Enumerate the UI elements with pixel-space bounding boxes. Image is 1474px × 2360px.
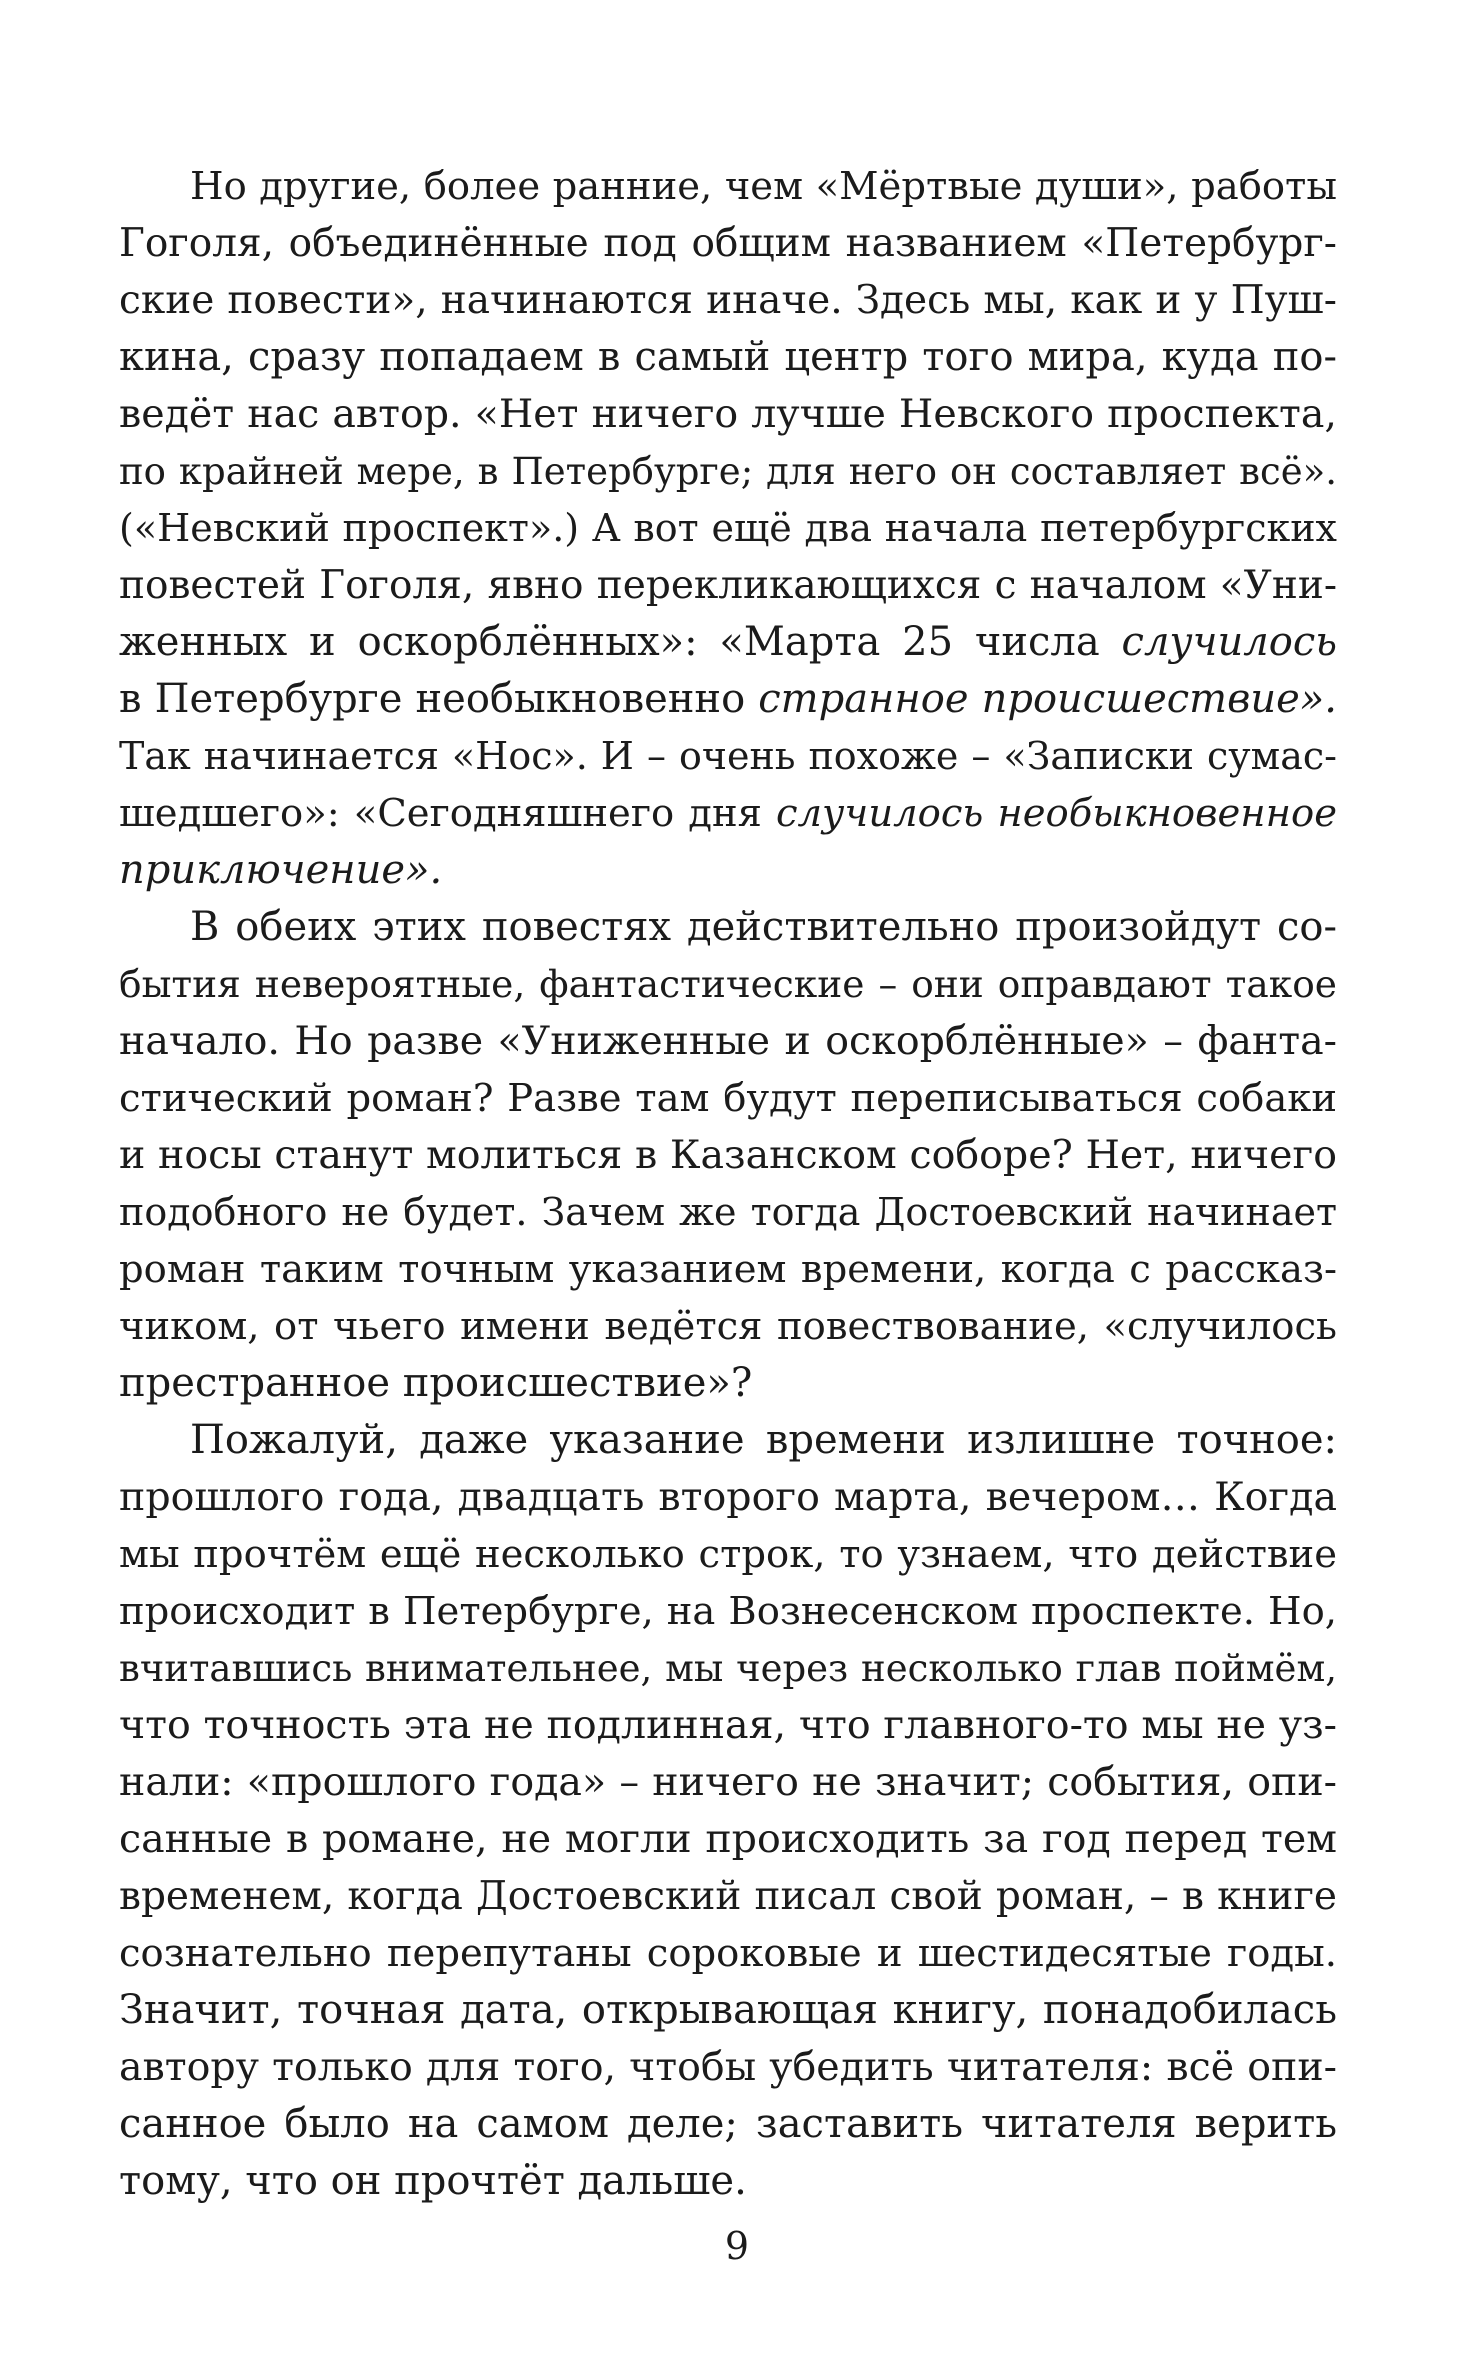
text-line xyxy=(119,2153,1337,2210)
text-segment: роман таким точным указанием времени, когда с рассказ- xyxy=(119,1247,1337,1292)
text-line xyxy=(119,842,1337,899)
italic-text: странное происшествие». xyxy=(758,676,1337,722)
text-segment: вчитавшись внимательнее, мы через несколько глав поймём, xyxy=(119,1647,1337,1690)
text-segment: стический роман? Разве там будут переписываться собаки xyxy=(119,1076,1337,1121)
text-segment: женных и оскорблённых»: «Марта 25 числа xyxy=(119,619,1122,665)
text-line xyxy=(119,1013,1337,1070)
text-segment: что точность эта не подлинная, что главного-то мы не уз- xyxy=(119,1702,1337,1748)
text-line xyxy=(119,2096,1337,2153)
text-line xyxy=(119,386,1337,443)
text-line xyxy=(119,557,1337,614)
italic-text: приключение». xyxy=(119,847,443,893)
text-line xyxy=(119,1355,1337,1412)
text-line xyxy=(119,1754,1337,1811)
text-line xyxy=(119,1241,1337,1298)
text-line xyxy=(119,899,1337,956)
text-segment: тому, что он прочтёт дальше. xyxy=(119,2158,747,2204)
text-line xyxy=(119,728,1337,785)
text-segment: ские повести», начинаются иначе. Здесь мы, как и у Пуш- xyxy=(119,278,1337,323)
text-line xyxy=(119,1697,1337,1754)
text-segment: санные в романе, не могли происходить за год перед тем xyxy=(119,1816,1337,1862)
text-segment: бытия невероятные, фантастические – они оправдают такое xyxy=(119,962,1337,1006)
italic-text: случилось xyxy=(1121,619,1337,665)
page-number: 9 xyxy=(724,2224,750,2268)
text-segment: повестей Гоголя, явно перекликающихся с началом «Уни- xyxy=(119,563,1337,608)
text-segment: («Невский проспект».) А вот ещё два начала петербургских xyxy=(119,506,1337,550)
text-line xyxy=(119,443,1337,500)
text-segment: Так начинается «Нос». И – очень похоже – «Записки сумас- xyxy=(119,734,1337,778)
text-line xyxy=(119,329,1337,386)
text-segment: В обеих этих повестях действительно произойдут со- xyxy=(190,904,1337,950)
text-segment: ведёт нас автор. «Нет ничего лучше Невского проспекта, xyxy=(119,391,1337,437)
text-segment: Но другие, более ранние, чем «Мёртвые души», работы xyxy=(190,164,1337,209)
text-line xyxy=(119,1811,1337,1868)
text-segment: происходит в Петербурге, на Вознесенском проспекте. Но, xyxy=(119,1589,1337,1634)
text-segment: в Петербурге необыкновенно xyxy=(119,676,759,722)
text-line xyxy=(119,1868,1337,1925)
text-segment: временем, когда Достоевский писал свой роман, – в книге xyxy=(119,1874,1337,1919)
text-line xyxy=(119,1070,1337,1127)
text-segment: Значит, точная дата, открывающая книгу, понадобилась xyxy=(119,1987,1337,2033)
text-segment: Пожалуй, даже указание времени излишне точное: xyxy=(190,1417,1337,1463)
text-line xyxy=(119,1127,1337,1184)
text-line xyxy=(119,671,1337,728)
text-line xyxy=(119,1412,1337,1469)
text-segment: подобного не будет. Зачем же тогда Достоевский начинает xyxy=(119,1190,1337,1234)
text-segment: и носы станут молиться в Казанском соборе? Нет, ничего xyxy=(119,1132,1337,1178)
text-line xyxy=(119,1526,1337,1583)
text-segment: кина, сразу попадаем в самый центр того мира, куда по- xyxy=(119,334,1337,380)
text-segment: престранное происшествие»? xyxy=(119,1360,753,1406)
text-line xyxy=(119,1982,1337,2039)
text-segment: сознательно перепутаны сороковые и шестидесятые годы. xyxy=(119,1931,1337,1976)
text-line xyxy=(119,2039,1337,2096)
text-line xyxy=(119,1298,1337,1355)
text-line xyxy=(119,1583,1337,1640)
text-segment: прошлого года, двадцать второго марта, вечером… Когда xyxy=(119,1474,1337,1520)
text-segment: нали: «прошлого года» – ничего не значит; события, опи- xyxy=(119,1759,1337,1805)
text-segment: шедшего»: «Сегодняшнего дня xyxy=(119,791,776,836)
text-line xyxy=(119,1184,1337,1241)
text-segment: начало. Но разве «Униженные и оскорблённые» – фанта- xyxy=(119,1018,1337,1064)
text-line xyxy=(119,1640,1337,1697)
text-segment: по крайней мере, в Петербурге; для него он составляет всё». xyxy=(119,450,1337,493)
text-line xyxy=(119,1925,1337,1982)
text-segment: Гоголя, объединённые под общим названием «Петербург- xyxy=(119,221,1337,266)
text-line xyxy=(119,272,1337,329)
text-line xyxy=(119,785,1337,842)
text-segment: мы прочтём ещё несколько строк, то узнаем, что действие xyxy=(119,1532,1337,1577)
text-segment: санное было на самом деле; заставить читателя верить xyxy=(119,2101,1337,2147)
text-line xyxy=(119,614,1337,671)
text-segment: чиком, от чьего имени ведётся повествование, «случилось xyxy=(119,1304,1337,1349)
text-line xyxy=(119,956,1337,1013)
italic-text: случилось необыкновенное xyxy=(775,791,1337,836)
text-line xyxy=(119,1469,1337,1526)
text-line xyxy=(119,500,1337,557)
text-line xyxy=(119,215,1337,272)
text-segment: автору только для того, чтобы убедить читателя: всё опи- xyxy=(119,2044,1337,2090)
text-line xyxy=(119,158,1337,215)
